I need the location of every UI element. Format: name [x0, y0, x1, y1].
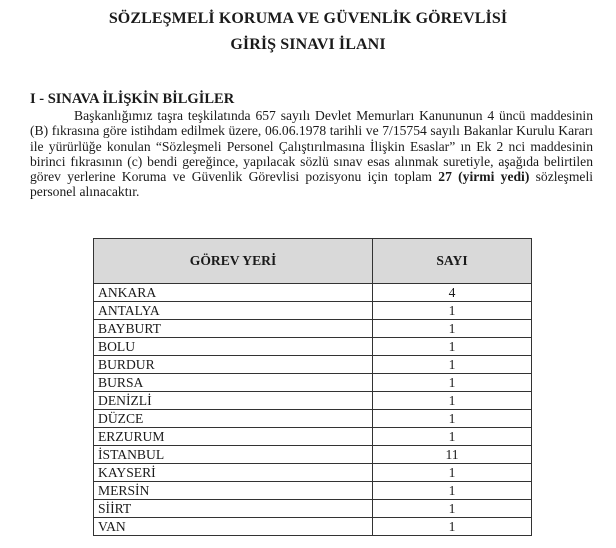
cell-count: 1 [373, 302, 532, 320]
cell-place: BURDUR [94, 356, 373, 374]
table-row [94, 392, 532, 410]
table-row [94, 500, 532, 518]
table-row [94, 482, 532, 500]
table-row [94, 446, 532, 464]
cell-count: 1 [373, 410, 532, 428]
cell-place: MERSİN [94, 482, 373, 500]
cell-count: 1 [373, 428, 532, 446]
header-count: SAYI [373, 239, 532, 284]
document-title: SÖZLEŞMELİ KORUMA VE GÜVENLİK GÖREVLİSİ [108, 10, 508, 27]
cell-place: DENİZLİ [94, 392, 373, 410]
cell-place: ERZURUM [94, 428, 373, 446]
table-row [94, 428, 532, 446]
cell-count: 1 [373, 356, 532, 374]
table-header-row [94, 239, 532, 284]
cell-count: 1 [373, 338, 532, 356]
cell-count: 11 [373, 446, 532, 464]
cell-place: ANTALYA [94, 302, 373, 320]
cell-count: 1 [373, 500, 532, 518]
table-row [94, 284, 532, 302]
table-row [94, 374, 532, 392]
table-row [94, 518, 532, 536]
cell-place: ANKARA [94, 284, 373, 302]
section-heading: I - SINAVA İLİŞKİN BİLGİLER [30, 91, 235, 107]
cell-count: 1 [373, 518, 532, 536]
paragraph-total-count: 27 (yirmi yedi) [438, 169, 530, 185]
cell-count: 1 [373, 392, 532, 410]
table-row [94, 410, 532, 428]
cell-count: 1 [373, 464, 532, 482]
cell-count: 1 [373, 320, 532, 338]
paragraph-text-end: sözleşmeli personel alınacaktır. [30, 169, 594, 200]
cell-place: SİİRT [94, 500, 373, 518]
positions-table [93, 238, 532, 536]
cell-count: 4 [373, 284, 532, 302]
cell-count: 1 [373, 482, 532, 500]
table-row [94, 464, 532, 482]
document-subtitle: GİRİŞ SINAVI İLANI [230, 36, 386, 53]
table-body [94, 284, 532, 536]
table-row [94, 320, 532, 338]
cell-place: BAYBURT [94, 320, 373, 338]
cell-place: BURSA [94, 374, 373, 392]
table-row [94, 356, 532, 374]
cell-count: 1 [373, 374, 532, 392]
header-place: GÖREV YERİ [94, 239, 373, 284]
table-row [94, 302, 532, 320]
table-row [94, 338, 532, 356]
intro-paragraph [30, 108, 593, 200]
cell-place: VAN [94, 518, 373, 536]
cell-place: DÜZCE [94, 410, 373, 428]
cell-place: KAYSERİ [94, 464, 373, 482]
cell-place: İSTANBUL [94, 446, 373, 464]
paragraph-text-start: Başkanlığımız taşra teşkilatında 657 sayılı Devlet Memurları Kanununun 4 üncü maddesinin (B) fıkrasına göre istihdam edilmek üzere, 06.06.1978 tarihli ve 7/15754 sayılı Bakanlar Kurulu Kararı ile yürürlüğe konulan “Sözleşmeli Personel Çalıştırılmasına İlişkin Esaslar” ın Ek 2 nci maddesinin birinci fıkrasının (c) bendi gereğince, yapılacak sözlü sınav esas alınmak suretiyle, aşağıda belirtilen görev yerlerine Koruma ve Güvenlik Görevlisi pozisyonu için toplam [30, 108, 593, 185]
cell-place: BOLU [94, 338, 373, 356]
